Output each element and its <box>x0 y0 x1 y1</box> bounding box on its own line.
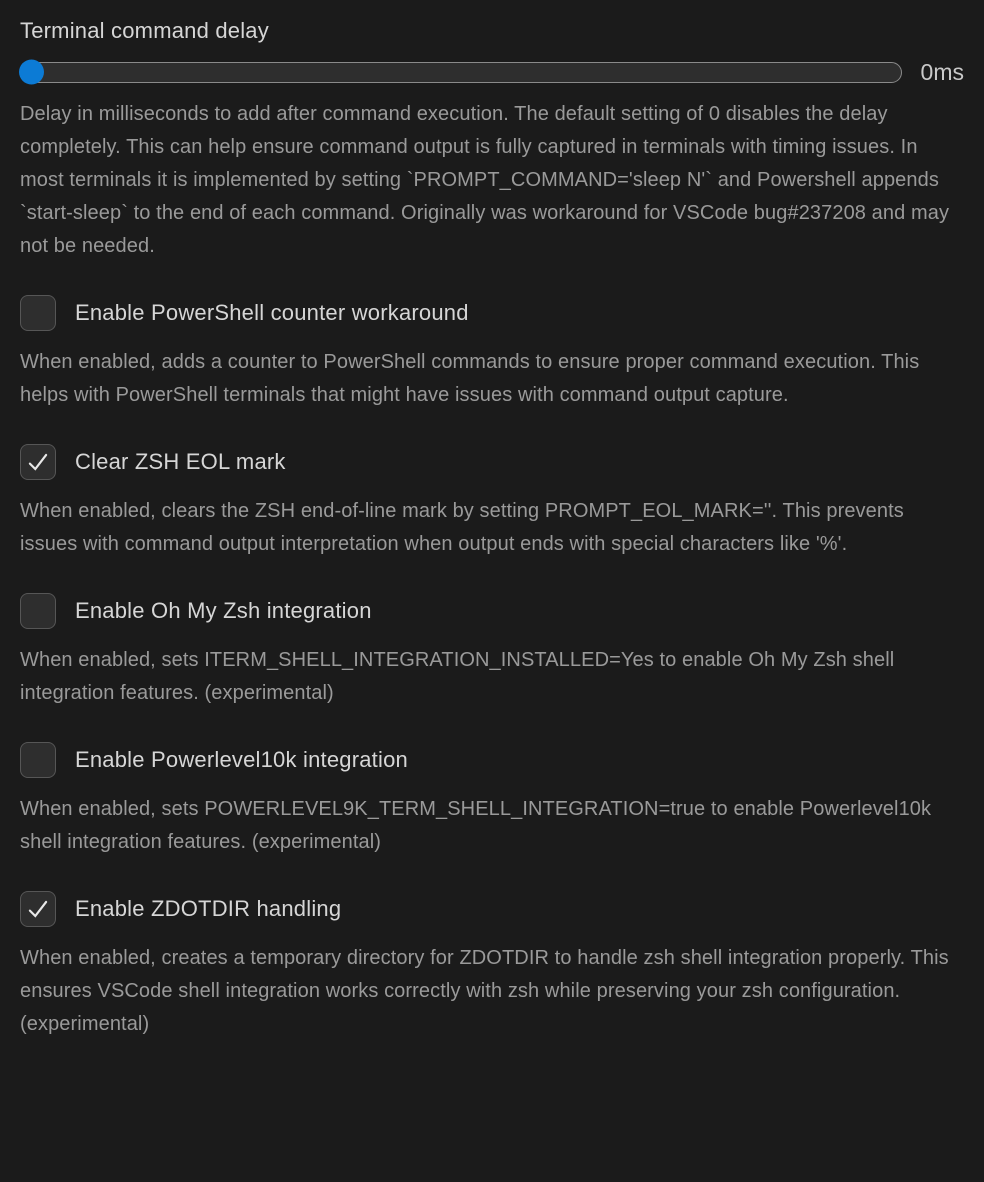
setting-description: When enabled, sets POWERLEVEL9K_TERM_SHELL_INTEGRATION=true to enable Powerlevel10k shell integration features. (experimental) <box>20 798 932 853</box>
checkbox-label[interactable]: Enable PowerShell counter workaround <box>75 300 469 325</box>
oh-my-zsh-checkbox[interactable] <box>20 593 56 629</box>
powerlevel10k-checkbox[interactable] <box>20 742 56 778</box>
checkbox-row <box>20 742 964 778</box>
powershell-counter-setting <box>20 295 964 412</box>
delay-slider-row <box>20 60 964 84</box>
clear-zsh-eol-setting <box>20 444 964 561</box>
setting-description: When enabled, clears the ZSH end-of-line mark by setting PROMPT_EOL_MARK=''. This prevents issues with command output interpretation when output ends with special characters like '%'. <box>20 500 904 555</box>
checkbox-label[interactable]: Enable Oh My Zsh integration <box>75 598 372 623</box>
delay-value-label: 0ms <box>920 58 964 85</box>
setting-description: When enabled, sets ITERM_SHELL_INTEGRATION_INSTALLED=Yes to enable Oh My Zsh shell integration features. (experimental) <box>20 649 895 704</box>
powershell-counter-checkbox[interactable] <box>20 295 56 331</box>
terminal-command-delay-setting <box>20 18 964 263</box>
slider-thumb[interactable] <box>19 60 44 85</box>
checkbox-row <box>20 295 964 331</box>
zdotdir-setting <box>20 891 964 1041</box>
setting-description: Delay in milliseconds to add after command execution. The default setting of 0 disables the delay completely. This can help ensure command output is fully captured in terminals with timing issues. In most terminals it is implemented by setting `PROMPT_COMMAND='sleep N'` and Powershell appends `start-sleep` to the end of each command. Originally was workaround for VSCode bug#237208 and may not be needed. <box>20 103 950 257</box>
delay-slider[interactable] <box>20 62 902 83</box>
checkbox-row <box>20 444 964 480</box>
checkmark-icon <box>25 896 51 922</box>
checkbox-row <box>20 593 964 629</box>
checkbox-label[interactable]: Enable ZDOTDIR handling <box>75 896 342 921</box>
checkbox-row <box>20 891 964 927</box>
checkmark-icon <box>25 449 51 475</box>
setting-description: When enabled, creates a temporary directory for ZDOTDIR to handle zsh shell integration properly. This ensures VSCode shell integration works correctly with zsh while preserving your zsh configuration. (experimental) <box>20 947 949 1035</box>
powerlevel10k-setting <box>20 742 964 859</box>
setting-title: Terminal command delay <box>20 18 269 43</box>
zdotdir-checkbox[interactable] <box>20 891 56 927</box>
checkbox-label[interactable]: Clear ZSH EOL mark <box>75 449 286 474</box>
terminal-settings-panel <box>20 18 964 1041</box>
setting-description: When enabled, adds a counter to PowerShell commands to ensure proper command execution. This helps with PowerShell terminals that might have issues with command output capture. <box>20 351 920 406</box>
checkbox-label[interactable]: Enable Powerlevel10k integration <box>75 747 408 772</box>
clear-zsh-eol-checkbox[interactable] <box>20 444 56 480</box>
oh-my-zsh-setting <box>20 593 964 710</box>
